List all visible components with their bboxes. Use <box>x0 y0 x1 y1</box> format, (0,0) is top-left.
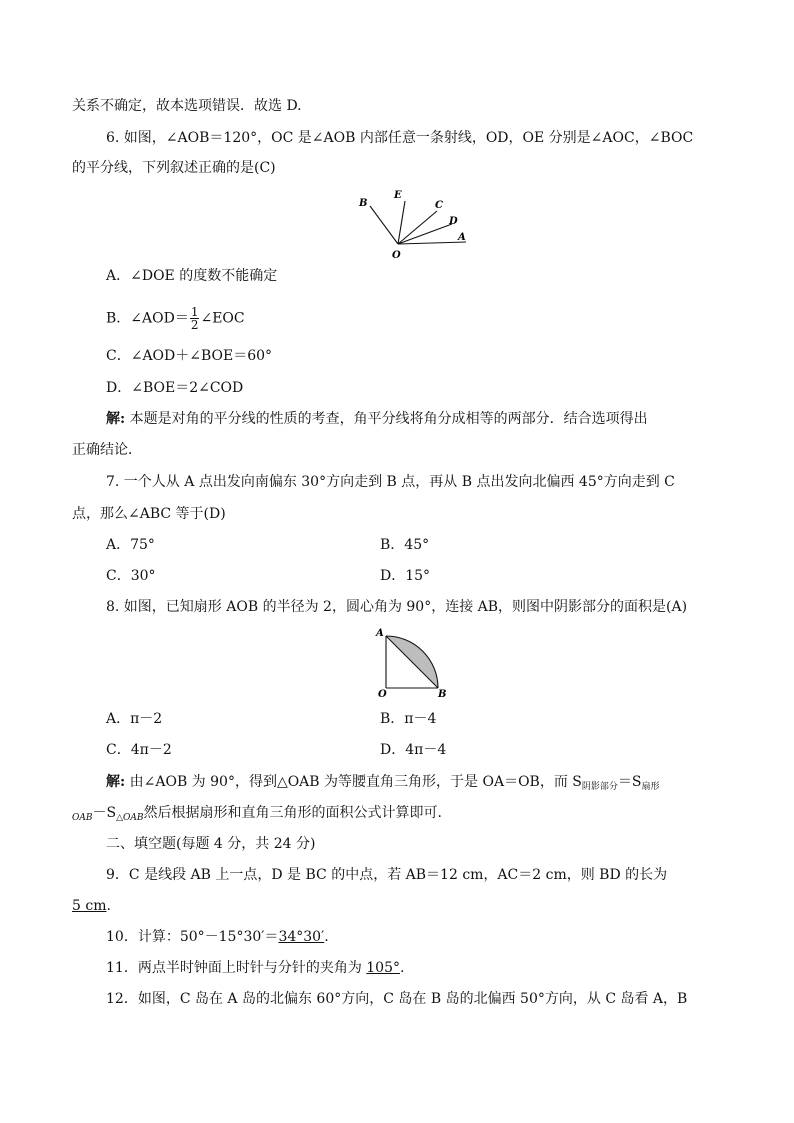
solution-8-line-2 <box>72 803 452 828</box>
option-8a: A．π－2 <box>106 711 163 727</box>
option-7a: A．75° <box>106 537 155 553</box>
subscript-shaded: 阴影部分 <box>581 782 618 792</box>
question-9-line-2 <box>72 896 111 916</box>
answer-10: 34°30′ <box>278 929 325 945</box>
label-o: O <box>378 689 387 700</box>
solution-8-text-4: 然后根据扇形和直角三角形的面积公式计算即可． <box>143 805 452 821</box>
subscript-sector: 扇形 <box>641 782 660 792</box>
subscript-oab: OAB <box>72 813 93 823</box>
label-e: E <box>394 190 402 201</box>
option-6d: D．∠BOE＝2∠COD <box>106 380 244 396</box>
label-c: C <box>435 200 443 211</box>
question-6-line-1: 6. 如图，∠AOB＝120°，OC 是∠AOB 内部任意一条射线，OD，OE 分别是∠AOC，∠BOC <box>106 130 694 146</box>
option-8c: C．4π－2 <box>106 742 172 758</box>
option-6b <box>106 306 245 331</box>
period: . <box>400 960 405 976</box>
label-b: B <box>359 198 368 209</box>
question-11-text: 11．两点半时钟面上时针与分针的夹角为 <box>106 960 367 976</box>
label-a: A <box>458 232 466 243</box>
solution-label: 解: <box>106 411 126 427</box>
question-6-line-2: 的平分线，下列叙述正确的是(C) <box>72 160 276 176</box>
solution-8-text-2: ＝S <box>617 774 642 790</box>
option-7d: D．15° <box>380 568 431 584</box>
option-6b-prefix: B．∠AOD＝ <box>106 310 189 327</box>
question-10-text: 10．计算：50°－15°30′＝ <box>106 929 279 945</box>
option-8d: D．4π－4 <box>380 742 447 758</box>
option-6b-suffix: ∠EOC <box>200 310 245 327</box>
question-7-line-1: 7. 一个人从 A 点出发向南偏东 30°方向走到 B 点，再从 B 点出发向北偏西 45°方向走到 C <box>106 474 675 490</box>
section-heading: 二、填空题(每题 4 分，共 24 分) <box>106 836 316 852</box>
fraction-denominator: 2 <box>190 318 199 332</box>
period: . <box>324 929 329 945</box>
question-9-line-1: 9．C 是线段 AB 上一点，D 是 BC 的中点，若 AB＝12 cm，AC＝2 cm，则 BD 的长为 <box>106 867 668 883</box>
question-12: 12．如图，C 岛在 A 岛的北偏东 60°方向，C 岛在 B 岛的北偏西 50°方向，从 C 岛看 A，B <box>106 991 688 1007</box>
answer-9: 5 cm <box>72 898 107 914</box>
angle-figure <box>352 184 472 262</box>
question-10 <box>106 927 329 947</box>
option-7b: B．45° <box>380 537 430 553</box>
label-b: B <box>438 689 447 700</box>
solution-6-text: 本题是对角的平分线的性质的考查，角平分线将角分成相等的两部分．结合选项得出 <box>125 411 648 427</box>
option-8b: B．π－4 <box>380 711 437 727</box>
option-6a: A．∠DOE 的度数不能确定 <box>106 268 278 284</box>
option-6c: C．∠AOD＋∠BOE＝60° <box>106 348 273 364</box>
label-a: A <box>376 628 384 639</box>
subscript-triangle: △OAB <box>116 813 144 823</box>
solution-8-line-1 <box>106 772 660 797</box>
label-d: D <box>449 216 458 227</box>
sector-figure <box>372 624 456 700</box>
fraction <box>190 306 200 331</box>
question-8: 8. 如图，已知扇形 AOB 的半径为 2，圆心角为 90°，连接 AB，则图中阴影部分的面积是(A) <box>106 599 688 615</box>
question-7-line-2: 点，那么∠ABC 等于(D) <box>72 506 226 522</box>
solution-8-text-1: 由∠AOB 为 90°，得到△OAB 为等腰直角三角形，于是 OA＝OB，而 S <box>125 774 582 790</box>
solution-label: 解: <box>106 774 126 790</box>
solution-6-line-2: 正确结论． <box>72 442 142 458</box>
label-o: O <box>392 250 401 261</box>
question-11 <box>106 958 404 978</box>
fraction-numerator: 1 <box>190 305 199 319</box>
answer-11: 105° <box>366 960 400 976</box>
solution-8-text-3: －S <box>92 805 117 821</box>
solution-6-line-1 <box>106 409 648 429</box>
period: . <box>106 898 111 914</box>
text-line: 关系不确定，故本选项错误．故选 D. <box>72 98 302 114</box>
option-7c: C．30° <box>106 568 156 584</box>
